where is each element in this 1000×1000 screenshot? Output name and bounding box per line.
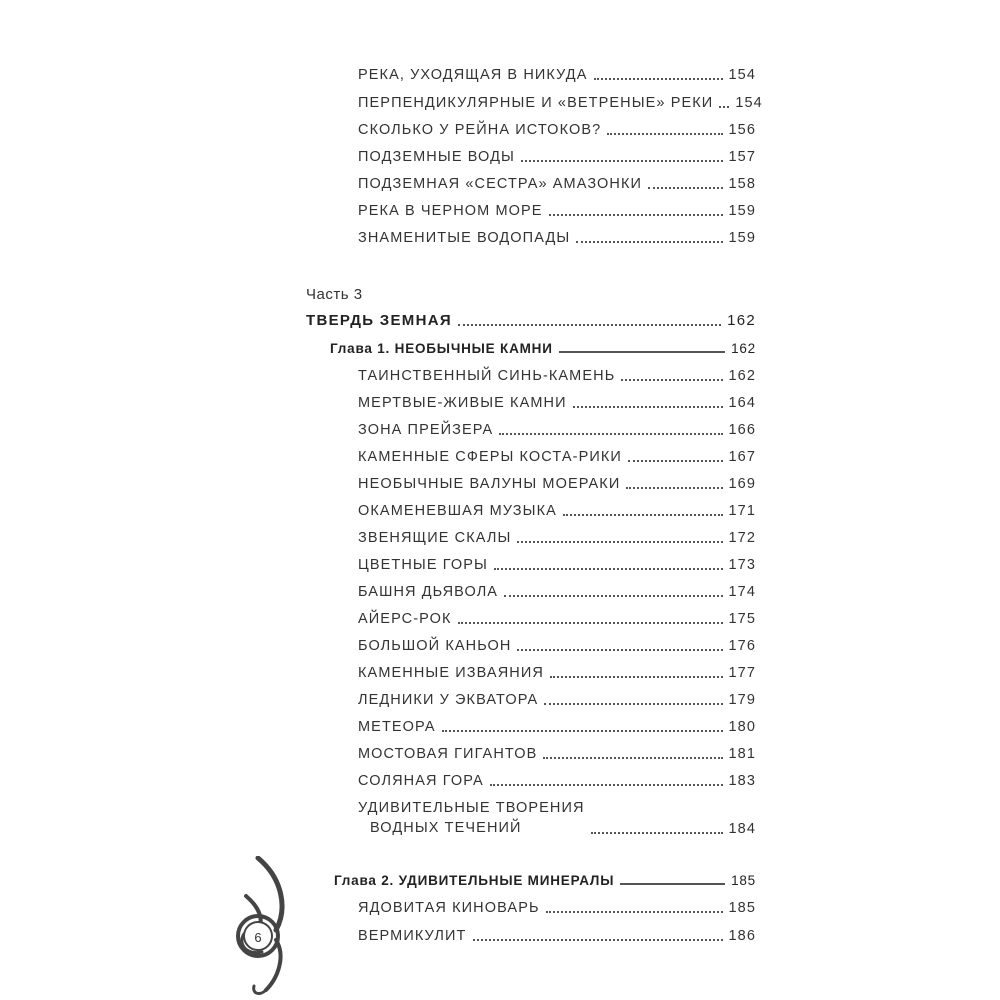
toc-entry [358,202,756,220]
dot-leader [490,784,723,786]
toc-entry-page: 154 [728,67,756,83]
toc-entry-title: СКОЛЬКО У РЕЙНА ИСТОКОВ? [358,122,602,138]
toc-entry-title: БОЛЬШОЙ КАНЬОН [358,638,512,654]
dot-leader [719,106,729,108]
toc-entry-title: ЛЕДНИКИ У ЭКВАТОРА [358,692,539,708]
toc-entry-page: 185 [728,900,756,916]
dot-leader [621,379,722,381]
toc-entry-title: ВЕРМИКУЛИТ [358,928,467,944]
toc-entry [358,94,763,112]
toc-entry [358,718,756,736]
dot-leader [549,214,723,216]
toc-entry-title: КАМЕННЫЕ ИЗВАЯНИЯ [358,665,544,681]
toc-entry-page: 180 [728,719,756,735]
toc-entry [358,772,756,790]
toc-entry [358,798,756,838]
dot-leader [494,568,723,570]
toc-entry-title: ПЕРПЕНДИКУЛЯРНЫЕ И «ВЕТРЕНЫЕ» РЕКИ [358,95,714,111]
dot-leader [648,187,722,189]
toc-entry-title: ЗНАМЕНИТЫЕ ВОДОПАДЫ [358,230,571,246]
toc-entry-page: 154 [735,95,763,111]
toc-entry-title-line2: ВОДНЫХ ТЕЧЕНИЙ [370,820,522,836]
toc-entry-page: 186 [728,928,756,944]
dot-leader [544,703,722,705]
toc-entry-title: РЕКА, УХОДЯЩАЯ В НИКУДА [358,67,588,83]
toc-entry [358,691,756,709]
toc-entry-page: 157 [728,149,756,165]
toc-entry-title: КАМЕННЫЕ СФЕРЫ КОСТА-РИКИ [358,449,622,465]
toc-entry [358,927,756,945]
toc-entry [358,899,756,917]
dot-leader [594,78,723,80]
toc-entry-title: ПОДЗЕМНАЯ «СЕСТРА» АМАЗОНКИ [358,176,643,192]
toc-entry-title: НЕОБЫЧНЫЕ ВАЛУНЫ МОЕРАКИ [358,476,621,492]
dot-leader [626,487,722,489]
toc-entry-title: ОКАМЕНЕВШАЯ МУЗЫКА [358,503,557,519]
toc-entry-page: 172 [728,530,756,546]
toc-entry-page: 171 [728,503,756,519]
toc-entry [358,229,756,247]
toc-entry-page: 176 [728,638,756,654]
dot-leader [458,324,721,326]
toc-entry-page: 167 [728,449,756,465]
dot-leader [517,541,722,543]
toc-entry-page: 162 [731,341,756,356]
toc-entry-title: ТАИНСТВЕННЫЙ СИНЬ-КАМЕНЬ [358,368,616,384]
toc-entry [358,502,756,520]
toc-entry-page: 174 [728,584,756,600]
dot-leader [504,595,722,597]
dot-leader [559,351,725,353]
toc-entry-page: 166 [728,422,756,438]
toc-entry-title: МЕРТВЫЕ-ЖИВЫЕ КАМНИ [358,395,567,411]
toc-entry [358,583,756,601]
dot-leader [628,460,723,462]
toc-entry-page: 158 [728,176,756,192]
decorative-ornament-icon [222,856,302,1000]
toc-entry-page: 162 [728,368,756,384]
toc-entry [358,610,756,628]
toc-entry [358,367,756,385]
toc-entry-title: ТВЕРДЬ ЗЕМНАЯ [306,312,452,329]
toc-entry-page: 184 [728,821,756,837]
toc-entry-title: РЕКА В ЧЕРНОМ МОРЕ [358,203,543,219]
toc-entry [358,475,756,493]
dot-leader [442,730,723,732]
toc-entry-page: 185 [731,873,756,888]
dot-leader [521,160,723,162]
dot-leader [546,911,723,913]
toc-entry-title: МОСТОВАЯ ГИГАНТОВ [358,746,538,762]
toc-entry [358,556,756,574]
toc-entry-title: МЕТЕОРА [358,719,436,735]
dot-leader [563,514,723,516]
toc-entry-title: ЦВЕТНЫЕ ГОРЫ [358,557,488,573]
dot-leader [543,757,722,759]
toc-entry-title: ПОДЗЕМНЫЕ ВОДЫ [358,149,515,165]
toc-entry [358,175,756,193]
toc-entry-title: СОЛЯНАЯ ГОРА [358,773,484,789]
part-label: Часть 3 [306,286,363,303]
toc-entry-page: 156 [728,122,756,138]
toc-entry-title: БАШНЯ ДЬЯВОЛА [358,584,499,600]
toc-entry-page: 159 [728,203,756,219]
part-title-entry [306,312,756,330]
toc-entry-page: 175 [728,611,756,627]
toc-entry-title: Глава 2. УДИВИТЕЛЬНЫЕ МИНЕРАЛЫ [334,873,615,888]
dot-leader [591,832,723,834]
toc-entry-title: АЙЕРС-РОК [358,611,452,627]
toc-entry [358,148,756,166]
toc-entry [358,637,756,655]
toc-entry-title: ЯДОВИТАЯ КИНОВАРЬ [358,900,540,916]
dot-leader [576,241,722,243]
chapter-entry [334,872,756,890]
toc-entry-page: 181 [728,746,756,762]
toc-entry [358,529,756,547]
toc-entry [358,66,756,84]
toc-entry-page: 177 [728,665,756,681]
dot-leader [550,676,723,678]
dot-leader [620,883,725,885]
toc-entry [358,121,756,139]
dot-leader [458,622,723,624]
toc-entry-page: 164 [728,395,756,411]
dot-leader [499,433,722,435]
dot-leader [607,133,722,135]
dot-leader [473,939,723,941]
toc-entry-page: 169 [728,476,756,492]
toc-entry-title [358,798,585,838]
toc-entry [358,394,756,412]
dot-leader [573,406,723,408]
toc-entry-page: 162 [727,312,756,329]
toc-entry-page: 159 [728,230,756,246]
toc-entry-page: 183 [728,773,756,789]
toc-entry [358,421,756,439]
toc-entry-title: Глава 1. НЕОБЫЧНЫЕ КАМНИ [330,341,553,356]
toc-entry [358,664,756,682]
toc-entry-page: 179 [728,692,756,708]
toc-entry [358,448,756,466]
page-number: 6 [254,930,262,945]
chapter-entry [330,340,756,358]
toc-entry-title: ЗОНА ПРЕЙЗЕРА [358,422,494,438]
toc-entry-page: 173 [728,557,756,573]
toc-entry-title: ЗВЕНЯЩИЕ СКАЛЫ [358,530,512,546]
dot-leader [517,649,722,651]
toc-entry-title-line1: УДИВИТЕЛЬНЫЕ ТВОРЕНИЯ [358,800,585,816]
toc-entry [358,745,756,763]
